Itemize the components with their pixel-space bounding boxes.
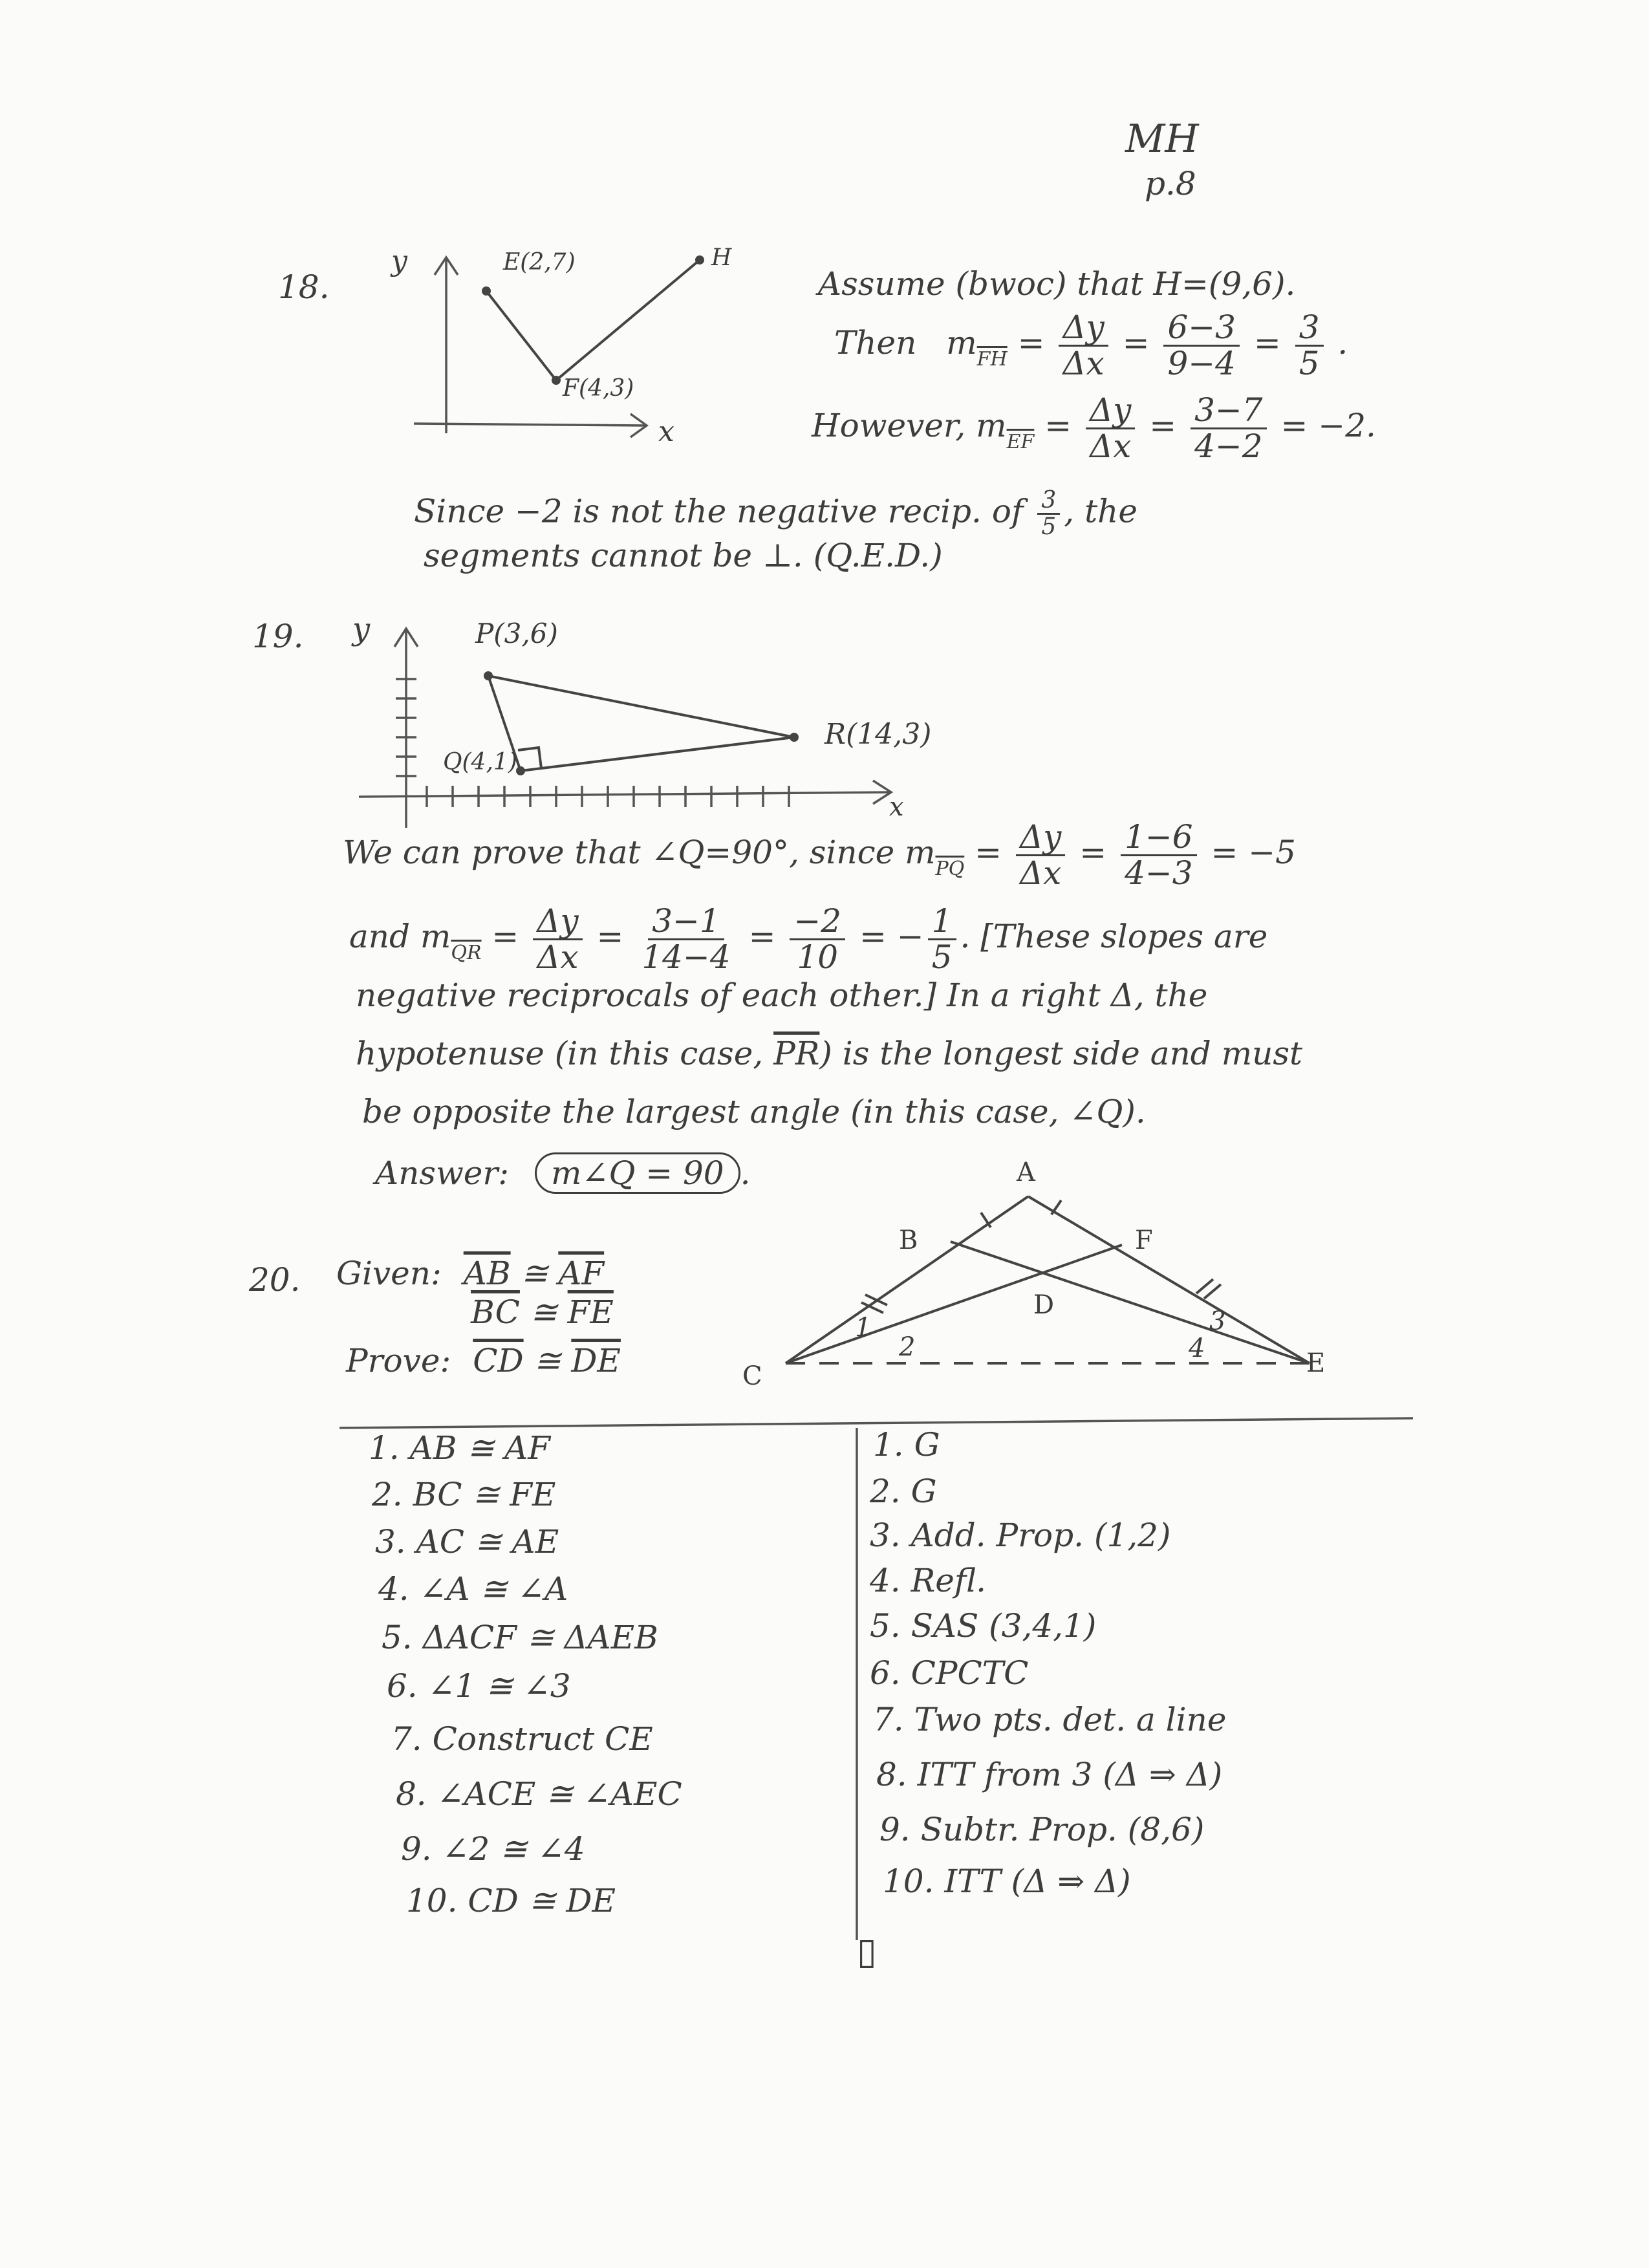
- p20-given-1b: $\overline{AF}$: [558, 1255, 605, 1292]
- p20-given-line-1: [336, 1255, 604, 1292]
- reason-5: 5. SAS (3,4,1): [870, 1607, 1097, 1645]
- p18-y-label: y: [391, 244, 407, 277]
- reason-9: 9. Subtr. Prop. (8,6): [879, 1811, 1205, 1848]
- p18-x-axis: [414, 424, 647, 426]
- p19-point-q: [516, 766, 525, 775]
- p20-number: 20.: [249, 1261, 301, 1299]
- p18-then-word: Then: [834, 324, 917, 362]
- p19-line-1-frac-values: [1121, 820, 1197, 890]
- p19-line-1-frac-dydx: [1016, 820, 1065, 890]
- p20-given-label: Given:: [336, 1255, 442, 1292]
- p19-line-2-num3: 1: [928, 904, 956, 940]
- p18-since-tail: , the: [1064, 492, 1137, 530]
- p19-line-1-eq: =: [975, 834, 1002, 871]
- p18-then-frac-dydx: [1059, 310, 1108, 380]
- p18-however-m: m: [976, 407, 1007, 444]
- p18-however-word: However,: [812, 407, 966, 444]
- p19-line-1-den: 4−3: [1125, 854, 1193, 892]
- p19-number: 19.: [252, 618, 304, 655]
- p19-answer-label: Answer:: [375, 1154, 510, 1192]
- p19-line-4: [356, 1035, 1302, 1072]
- p20-prove-line: [346, 1342, 621, 1379]
- p18-then-frac-result: [1295, 310, 1324, 380]
- p19-line-4-pr: $\overline{PR}$: [773, 1035, 820, 1072]
- p19-line-2-eq3: = −: [859, 918, 924, 955]
- reason-6: 6. CPCTC: [870, 1654, 1029, 1692]
- p19-line-2-dy: Δy: [533, 904, 582, 940]
- p20-given-2-cong: ≅: [530, 1293, 557, 1331]
- reason-7: 7. Two pts. det. a line: [873, 1701, 1227, 1738]
- p19-line-2-eq: =: [491, 918, 519, 955]
- p20-segment-be: [951, 1242, 1310, 1363]
- reason-8: 8. ITT from 3 (Δ ⇒ Δ): [876, 1756, 1223, 1793]
- statement-8: 8. ∠ACE ≅ ∠AEC: [396, 1775, 682, 1813]
- p19-line-1-dx: Δx: [1020, 854, 1062, 892]
- p20-given-1a: $\overline{AB}$: [463, 1255, 511, 1292]
- p19-line-2-den: 14−4: [641, 938, 731, 976]
- p19-answer-end: .: [740, 1154, 751, 1192]
- statement-2: 2. BC ≅ FE: [372, 1476, 556, 1513]
- reason-3: 3. Add. Prop. (1,2): [870, 1517, 1171, 1554]
- p19-line-2-frac-result: [928, 904, 956, 974]
- p18-label-e: E(2,7): [503, 249, 576, 275]
- p19-sub-pq: PQ: [935, 858, 965, 880]
- p18-then-eq2: =: [1122, 324, 1150, 362]
- p19-line-1-eq2: =: [1079, 834, 1107, 871]
- p18-point-f: [552, 376, 561, 385]
- p19-triangle: [488, 676, 794, 771]
- p20-fig-label-c: C: [742, 1361, 762, 1391]
- p19-line-2: [349, 904, 1267, 974]
- statement-3: 3. AC ≅ AE: [375, 1523, 559, 1561]
- p19-label-q: Q(4,1): [443, 749, 517, 775]
- p19-line-3: negative reciprocals of each other.] In a right Δ, the: [356, 977, 1208, 1014]
- statement-9: 9. ∠2 ≅ ∠4: [401, 1830, 585, 1868]
- p18-then-rden: 5: [1299, 344, 1320, 382]
- p18-however-line: [812, 393, 1376, 463]
- p18-point-e: [482, 286, 491, 296]
- reason-4: 4. Refl.: [870, 1562, 987, 1599]
- p19-line-2-den3: 5: [931, 938, 953, 976]
- statement-5: 5. ΔACF ≅ ΔAEB: [382, 1619, 658, 1656]
- p20-fig-label-f: F: [1135, 1226, 1153, 1255]
- p18-however-frac-values: [1191, 393, 1267, 463]
- p19-line-2-end: . [These slopes are: [960, 918, 1268, 955]
- p20-prove-cong: ≅: [534, 1342, 561, 1379]
- p18-then-eq3: =: [1253, 324, 1281, 362]
- p19-line-2-eq2: =: [748, 918, 776, 955]
- p19-answer-line: [375, 1154, 751, 1192]
- p20-given-2a: $\overline{BC}$: [471, 1293, 520, 1331]
- p19-label-r: R(14,3): [824, 718, 932, 751]
- statement-4: 4. ∠A ≅ ∠A: [378, 1570, 568, 1608]
- reason-10: 10. ITT (Δ ⇒ Δ): [883, 1863, 1131, 1900]
- p19-line-1-text: We can prove that ∠Q=90°, since m: [343, 834, 936, 871]
- p18-then-dy: Δy: [1059, 310, 1108, 347]
- p18-then-rnum: 3: [1295, 310, 1324, 347]
- p18-however-dx: Δx: [1090, 427, 1132, 465]
- p19-line-4-text: hypotenuse (in this case,: [356, 1035, 764, 1072]
- p18-number: 18.: [278, 268, 330, 306]
- p18-then-m: m: [946, 324, 977, 362]
- p18-then-den: 9−4: [1167, 344, 1236, 382]
- p20-fig-angle-4: 4: [1189, 1334, 1205, 1363]
- p19-x-label: x: [889, 792, 904, 822]
- p20-segment-cf: [786, 1245, 1122, 1363]
- p19-answer-box: m∠Q = 90: [535, 1152, 740, 1194]
- p20-given-2b: $\overline{FE}$: [567, 1293, 614, 1331]
- p18-then-eq1: =: [1017, 324, 1045, 362]
- p18-segments: [486, 260, 700, 380]
- p18-label-h: H: [711, 244, 732, 271]
- p19-line-1-end: = −5: [1211, 834, 1296, 871]
- p18-then-frac-values: [1163, 310, 1240, 380]
- p18-however-eq2: =: [1149, 407, 1177, 444]
- p19-line-1-dy: Δy: [1016, 820, 1065, 856]
- p20-fig-label-b: B: [899, 1226, 918, 1255]
- p20-fig-angle-1: 1: [855, 1313, 872, 1343]
- p18-then-dx: Δx: [1062, 344, 1105, 382]
- statement-6: 6. ∠1 ≅ ∠3: [387, 1667, 571, 1705]
- p18-sub-fh: FH: [976, 348, 1008, 371]
- p18-since-line-2: segments cannot be ⊥. (Q.E.D.): [424, 537, 943, 574]
- p19-line-2-text: and m: [349, 918, 451, 955]
- p19-sub-qr: QR: [451, 942, 482, 964]
- p18-sub-ef: EF: [1006, 431, 1035, 453]
- p20-given-line-2: [471, 1293, 614, 1331]
- p18-then-num: 6−3: [1163, 310, 1240, 347]
- p18-point-h: [695, 255, 704, 265]
- p19-line-2-den2: 10: [797, 938, 839, 976]
- p19-line-2-frac-reduced: [790, 904, 845, 974]
- p18-x-label: x: [658, 415, 674, 448]
- p18-however-eq1: =: [1044, 407, 1072, 444]
- p19-line-2-dx: Δx: [537, 938, 579, 976]
- p18-then-end: .: [1337, 324, 1348, 362]
- p19-right-angle-mark: [518, 748, 541, 768]
- p20-prove-b: $\overline{DE}$: [571, 1342, 621, 1379]
- p18-however-num: 3−7: [1191, 393, 1267, 429]
- p19-x-axis: [359, 792, 889, 797]
- p19-y-label: y: [352, 611, 371, 647]
- p19-label-p: P(3,6): [475, 618, 558, 649]
- p18-since-line: [414, 488, 1137, 539]
- p20-fig-label-d: D: [1033, 1290, 1055, 1320]
- p20-fig-angle-3: 3: [1209, 1306, 1226, 1336]
- p20-fig-angle-2: 2: [899, 1332, 916, 1362]
- proof-end-mark: ▯: [857, 1930, 877, 1972]
- header-initials: MH: [1125, 116, 1199, 162]
- p18-assume: Assume (bwoc) that H=(9,6).: [818, 265, 1296, 303]
- p20-given-1-cong: ≅: [521, 1255, 548, 1292]
- p19-line-5: be opposite the largest angle (in this case, ∠Q).: [362, 1093, 1146, 1130]
- p19-graph: [359, 629, 891, 828]
- p18-label-f: F(4,3): [563, 375, 634, 402]
- p18-however-end: = −2.: [1280, 407, 1376, 444]
- p20-prove-label: Prove:: [346, 1342, 451, 1379]
- reason-2: 2. G: [870, 1473, 937, 1510]
- p19-line-2-frac-values: [638, 904, 734, 974]
- p19-ticks: [396, 679, 789, 807]
- p19-line-1: [343, 820, 1296, 890]
- statement-7: 7. Construct CE: [391, 1720, 653, 1758]
- p18-however-den: 4−2: [1194, 427, 1263, 465]
- p19-line-2-frac-dydx: [533, 904, 582, 974]
- p18-since-num: 3: [1037, 488, 1060, 515]
- p18-however-dy: Δy: [1086, 393, 1135, 429]
- p19-line-2-num: 3−1: [648, 904, 724, 940]
- p18-however-frac-dydx: [1086, 393, 1135, 463]
- p19-line-4-tail: ) is the longest side and must: [819, 1035, 1303, 1072]
- statement-1: 1. AB ≅ AF: [369, 1429, 550, 1467]
- p18-graph: [414, 255, 704, 437]
- reason-1: 1. G: [873, 1426, 940, 1463]
- p20-fig-label-a: A: [1017, 1158, 1035, 1187]
- header-page: p.8: [1145, 165, 1196, 202]
- p20-segment-ae: [1028, 1196, 1310, 1363]
- p19-point-r: [790, 733, 799, 742]
- p20-prove-a: $\overline{CD}$: [473, 1342, 524, 1379]
- p19-line-1-num: 1−6: [1121, 820, 1197, 856]
- p19-point-p: [484, 671, 493, 680]
- p19-line-2-num2: −2: [790, 904, 845, 940]
- p18-since-text: Since −2 is not the negative recip. of: [414, 492, 1024, 530]
- p18-since-frac: [1037, 488, 1060, 539]
- p19-line-2-eq1b: =: [596, 918, 624, 955]
- p18-then-line: [834, 310, 1348, 380]
- p18-since-den: 5: [1041, 513, 1057, 540]
- statement-10: 10. CD ≅ DE: [406, 1882, 616, 1919]
- p20-fig-label-e: E: [1306, 1348, 1326, 1378]
